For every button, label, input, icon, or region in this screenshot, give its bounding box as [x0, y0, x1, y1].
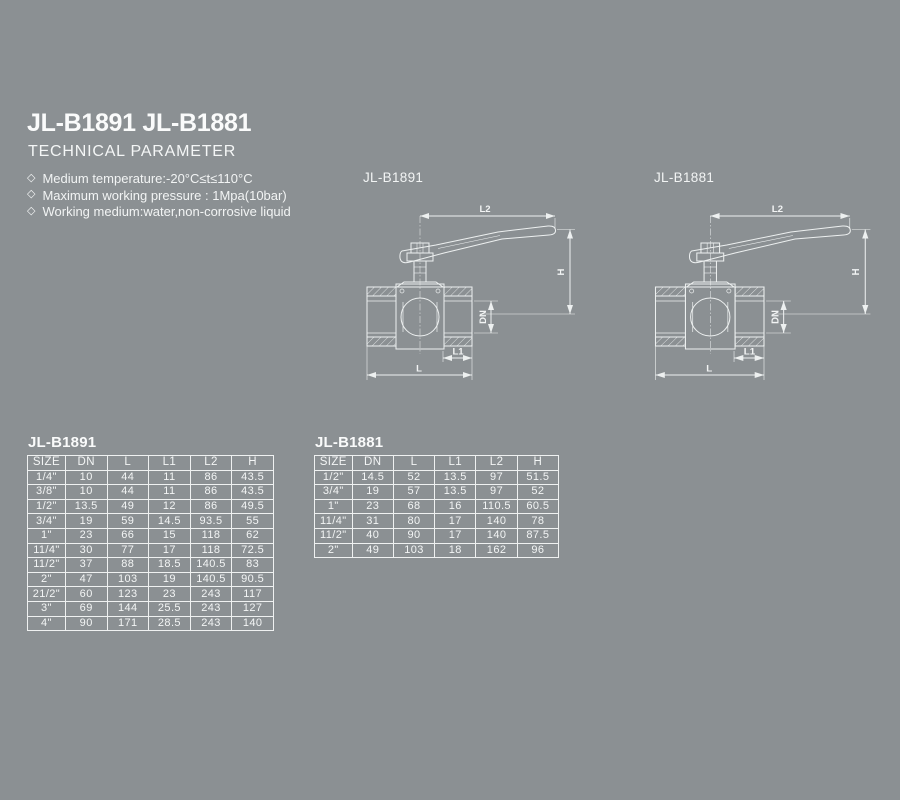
table-cell: 90	[65, 616, 107, 631]
table-cell: 78	[517, 514, 558, 529]
table-cell: 171	[107, 616, 149, 631]
table-cell: 19	[65, 514, 107, 529]
spec-table-block-2	[314, 434, 559, 558]
column-header: L	[107, 456, 149, 471]
table-cell: 86	[190, 470, 232, 485]
table-cell: 17	[435, 514, 476, 529]
table-cell: 15	[149, 528, 191, 543]
table-cell: 118	[190, 543, 232, 558]
table-cell: 51.5	[517, 470, 558, 485]
table-cell: 16	[435, 499, 476, 514]
table-cell: 11/4"	[315, 514, 353, 529]
table-cell: 17	[149, 543, 191, 558]
table-row	[28, 587, 274, 602]
table-cell: 1/4"	[28, 470, 66, 485]
table-cell: 68	[393, 499, 434, 514]
table-row	[28, 543, 274, 558]
table-cell: 3"	[28, 601, 66, 616]
table-cell: 123	[107, 587, 149, 602]
table-cell: 37	[65, 558, 107, 573]
table-cell: 140.5	[190, 558, 232, 573]
table-cell: 140	[232, 616, 274, 631]
table-cell: 11/2"	[315, 528, 353, 543]
table-cell: 18	[435, 543, 476, 558]
table-cell: 59	[107, 514, 149, 529]
column-header: L	[393, 456, 434, 471]
table-cell: 1/2"	[315, 470, 353, 485]
table-cell: 86	[190, 499, 232, 514]
table-cell: 2"	[315, 543, 353, 558]
table-cell: 90.5	[232, 572, 274, 587]
spec-bullet	[27, 204, 291, 221]
column-header: H	[232, 456, 274, 471]
table-cell: 2"	[28, 572, 66, 587]
page-title: JL-B1891 JL-B1881	[27, 109, 252, 137]
table-row	[28, 616, 274, 631]
table-row	[28, 572, 274, 587]
table-cell: 140	[476, 514, 517, 529]
header-row	[28, 456, 274, 471]
table-cell: 28.5	[149, 616, 191, 631]
table-cell: 97	[476, 485, 517, 500]
page-subtitle: TECHNICAL PARAMETER	[28, 143, 237, 160]
table-cell: 57	[393, 485, 434, 500]
table-cell: 66	[107, 528, 149, 543]
table-row	[28, 470, 274, 485]
table-title-2: JL-B1881	[315, 434, 384, 451]
drawing-label-1: JL-B1891	[363, 170, 424, 185]
column-header: SIZE	[315, 456, 353, 471]
table-cell: 110.5	[476, 499, 517, 514]
column-header: DN	[352, 456, 393, 471]
dim-label-h: H	[850, 268, 863, 276]
table-cell: 12	[149, 499, 191, 514]
table-cell: 14.5	[149, 514, 191, 529]
table-cell: 88	[107, 558, 149, 573]
table-cell: 10	[65, 485, 107, 500]
table-cell: 52	[393, 470, 434, 485]
table-cell: 43.5	[232, 485, 274, 500]
column-header: H	[517, 456, 558, 471]
table-cell: 118	[190, 528, 232, 543]
table-cell: 87.5	[517, 528, 558, 543]
table-cell: 243	[190, 601, 232, 616]
diamond-outline-icon: ◇	[27, 204, 36, 217]
bullet-text: Medium temperature:-20°C≤t≤110°C	[42, 171, 253, 186]
spec-table-1	[27, 455, 274, 631]
spec-bullet	[27, 171, 291, 188]
table-cell: 11/2"	[28, 558, 66, 573]
dim-label-l2: L2	[479, 204, 491, 215]
table-cell: 30	[65, 543, 107, 558]
dim-label-l1: L1	[452, 346, 464, 358]
valve-drawing-2	[640, 196, 888, 392]
table-cell: 52	[517, 485, 558, 500]
dim-label-dn: DN	[478, 310, 489, 324]
table-cell: 23	[352, 499, 393, 514]
table-cell: 13.5	[435, 485, 476, 500]
table-row	[28, 601, 274, 616]
table-cell: 72.5	[232, 543, 274, 558]
table-cell: 11	[149, 470, 191, 485]
column-header: L2	[476, 456, 517, 471]
dim-label-l1: L1	[743, 346, 756, 358]
table-cell: 40	[352, 528, 393, 543]
table-cell: 44	[107, 485, 149, 500]
table-row	[28, 558, 274, 573]
valve-drawing-1	[352, 196, 592, 392]
table-cell: 49	[352, 543, 393, 558]
table-cell: 44	[107, 470, 149, 485]
table-row	[315, 528, 559, 543]
table-cell: 86	[190, 485, 232, 500]
table-cell: 77	[107, 543, 149, 558]
table-cell: 103	[393, 543, 434, 558]
table-cell: 162	[476, 543, 517, 558]
table-cell: 96	[517, 543, 558, 558]
drawing-label-2: JL-B1881	[654, 170, 715, 185]
table-cell: 25.5	[149, 601, 191, 616]
table-cell: 19	[352, 485, 393, 500]
table-cell: 83	[232, 558, 274, 573]
table-cell: 3/4"	[315, 485, 353, 500]
table-cell: 97	[476, 470, 517, 485]
table-cell: 17	[435, 528, 476, 543]
column-header: L2	[190, 456, 232, 471]
spec-table	[314, 455, 559, 558]
header-row	[315, 456, 559, 471]
table-cell: 140	[476, 528, 517, 543]
table-row	[28, 528, 274, 543]
table-cell: 62	[232, 528, 274, 543]
table-cell: 49.5	[232, 499, 274, 514]
bullet-text: Maximum working pressure : 1Mpa(10bar)	[42, 187, 287, 203]
table-cell: 69	[65, 601, 107, 616]
table-cell: 1/2"	[28, 499, 66, 514]
column-header: L1	[435, 456, 476, 471]
table-cell: 14.5	[352, 470, 393, 485]
table-cell: 23	[149, 587, 191, 602]
table-cell: 1"	[28, 528, 66, 543]
table-row	[28, 514, 274, 529]
table-cell: 55	[232, 514, 274, 529]
table-cell: 43.5	[232, 470, 274, 485]
spec-bullet-list	[27, 171, 291, 221]
table-cell: 4"	[28, 616, 66, 631]
table-cell: 1"	[315, 499, 353, 514]
table-cell: 103	[107, 572, 149, 587]
table-cell: 3/8"	[28, 485, 66, 500]
column-header: L1	[149, 456, 191, 471]
table-cell: 21/2"	[28, 587, 66, 602]
table-row	[28, 499, 274, 514]
table-cell: 117	[232, 587, 274, 602]
table-cell: 127	[232, 601, 274, 616]
diamond-outline-icon: ◇	[27, 171, 36, 184]
table-cell: 80	[393, 514, 434, 529]
table-cell: 31	[352, 514, 393, 529]
table-cell: 13.5	[65, 499, 107, 514]
table-title-1: JL-B1891	[28, 434, 97, 451]
column-header: SIZE	[28, 456, 66, 471]
table-cell: 3/4"	[28, 514, 66, 529]
diamond-outline-icon: ◇	[27, 188, 36, 201]
spec-table	[27, 455, 274, 631]
dim-label-dn: DN	[770, 310, 782, 324]
table-row	[315, 499, 559, 514]
dim-label-l: L	[416, 363, 422, 375]
table-row	[315, 470, 559, 485]
table-row	[315, 543, 559, 558]
bullet-text: Working medium:water,non-corrosive liquid	[42, 204, 291, 219]
dim-label-h: H	[556, 268, 567, 276]
table-cell: 93.5	[190, 514, 232, 529]
spec-table-block-1	[27, 434, 274, 631]
table-row	[315, 485, 559, 500]
table-cell: 18.5	[149, 558, 191, 573]
table-cell: 49	[107, 499, 149, 514]
spec-bullet	[27, 188, 291, 205]
table-cell: 243	[190, 616, 232, 631]
table-cell: 23	[65, 528, 107, 543]
dim-label-l2: L2	[771, 204, 784, 215]
spec-table-2	[314, 455, 559, 558]
table-cell: 47	[65, 572, 107, 587]
table-cell: 60	[65, 587, 107, 602]
column-header: DN	[65, 456, 107, 471]
table-cell: 60.5	[517, 499, 558, 514]
table-cell: 90	[393, 528, 434, 543]
table-cell: 19	[149, 572, 191, 587]
table-row	[28, 485, 274, 500]
table-cell: 140.5	[190, 572, 232, 587]
table-cell: 11/4"	[28, 543, 66, 558]
table-row	[315, 514, 559, 529]
table-cell: 144	[107, 601, 149, 616]
table-cell: 13.5	[435, 470, 476, 485]
table-cell: 10	[65, 470, 107, 485]
table-cell: 11	[149, 485, 191, 500]
table-cell: 243	[190, 587, 232, 602]
dim-label-l: L	[706, 363, 713, 375]
